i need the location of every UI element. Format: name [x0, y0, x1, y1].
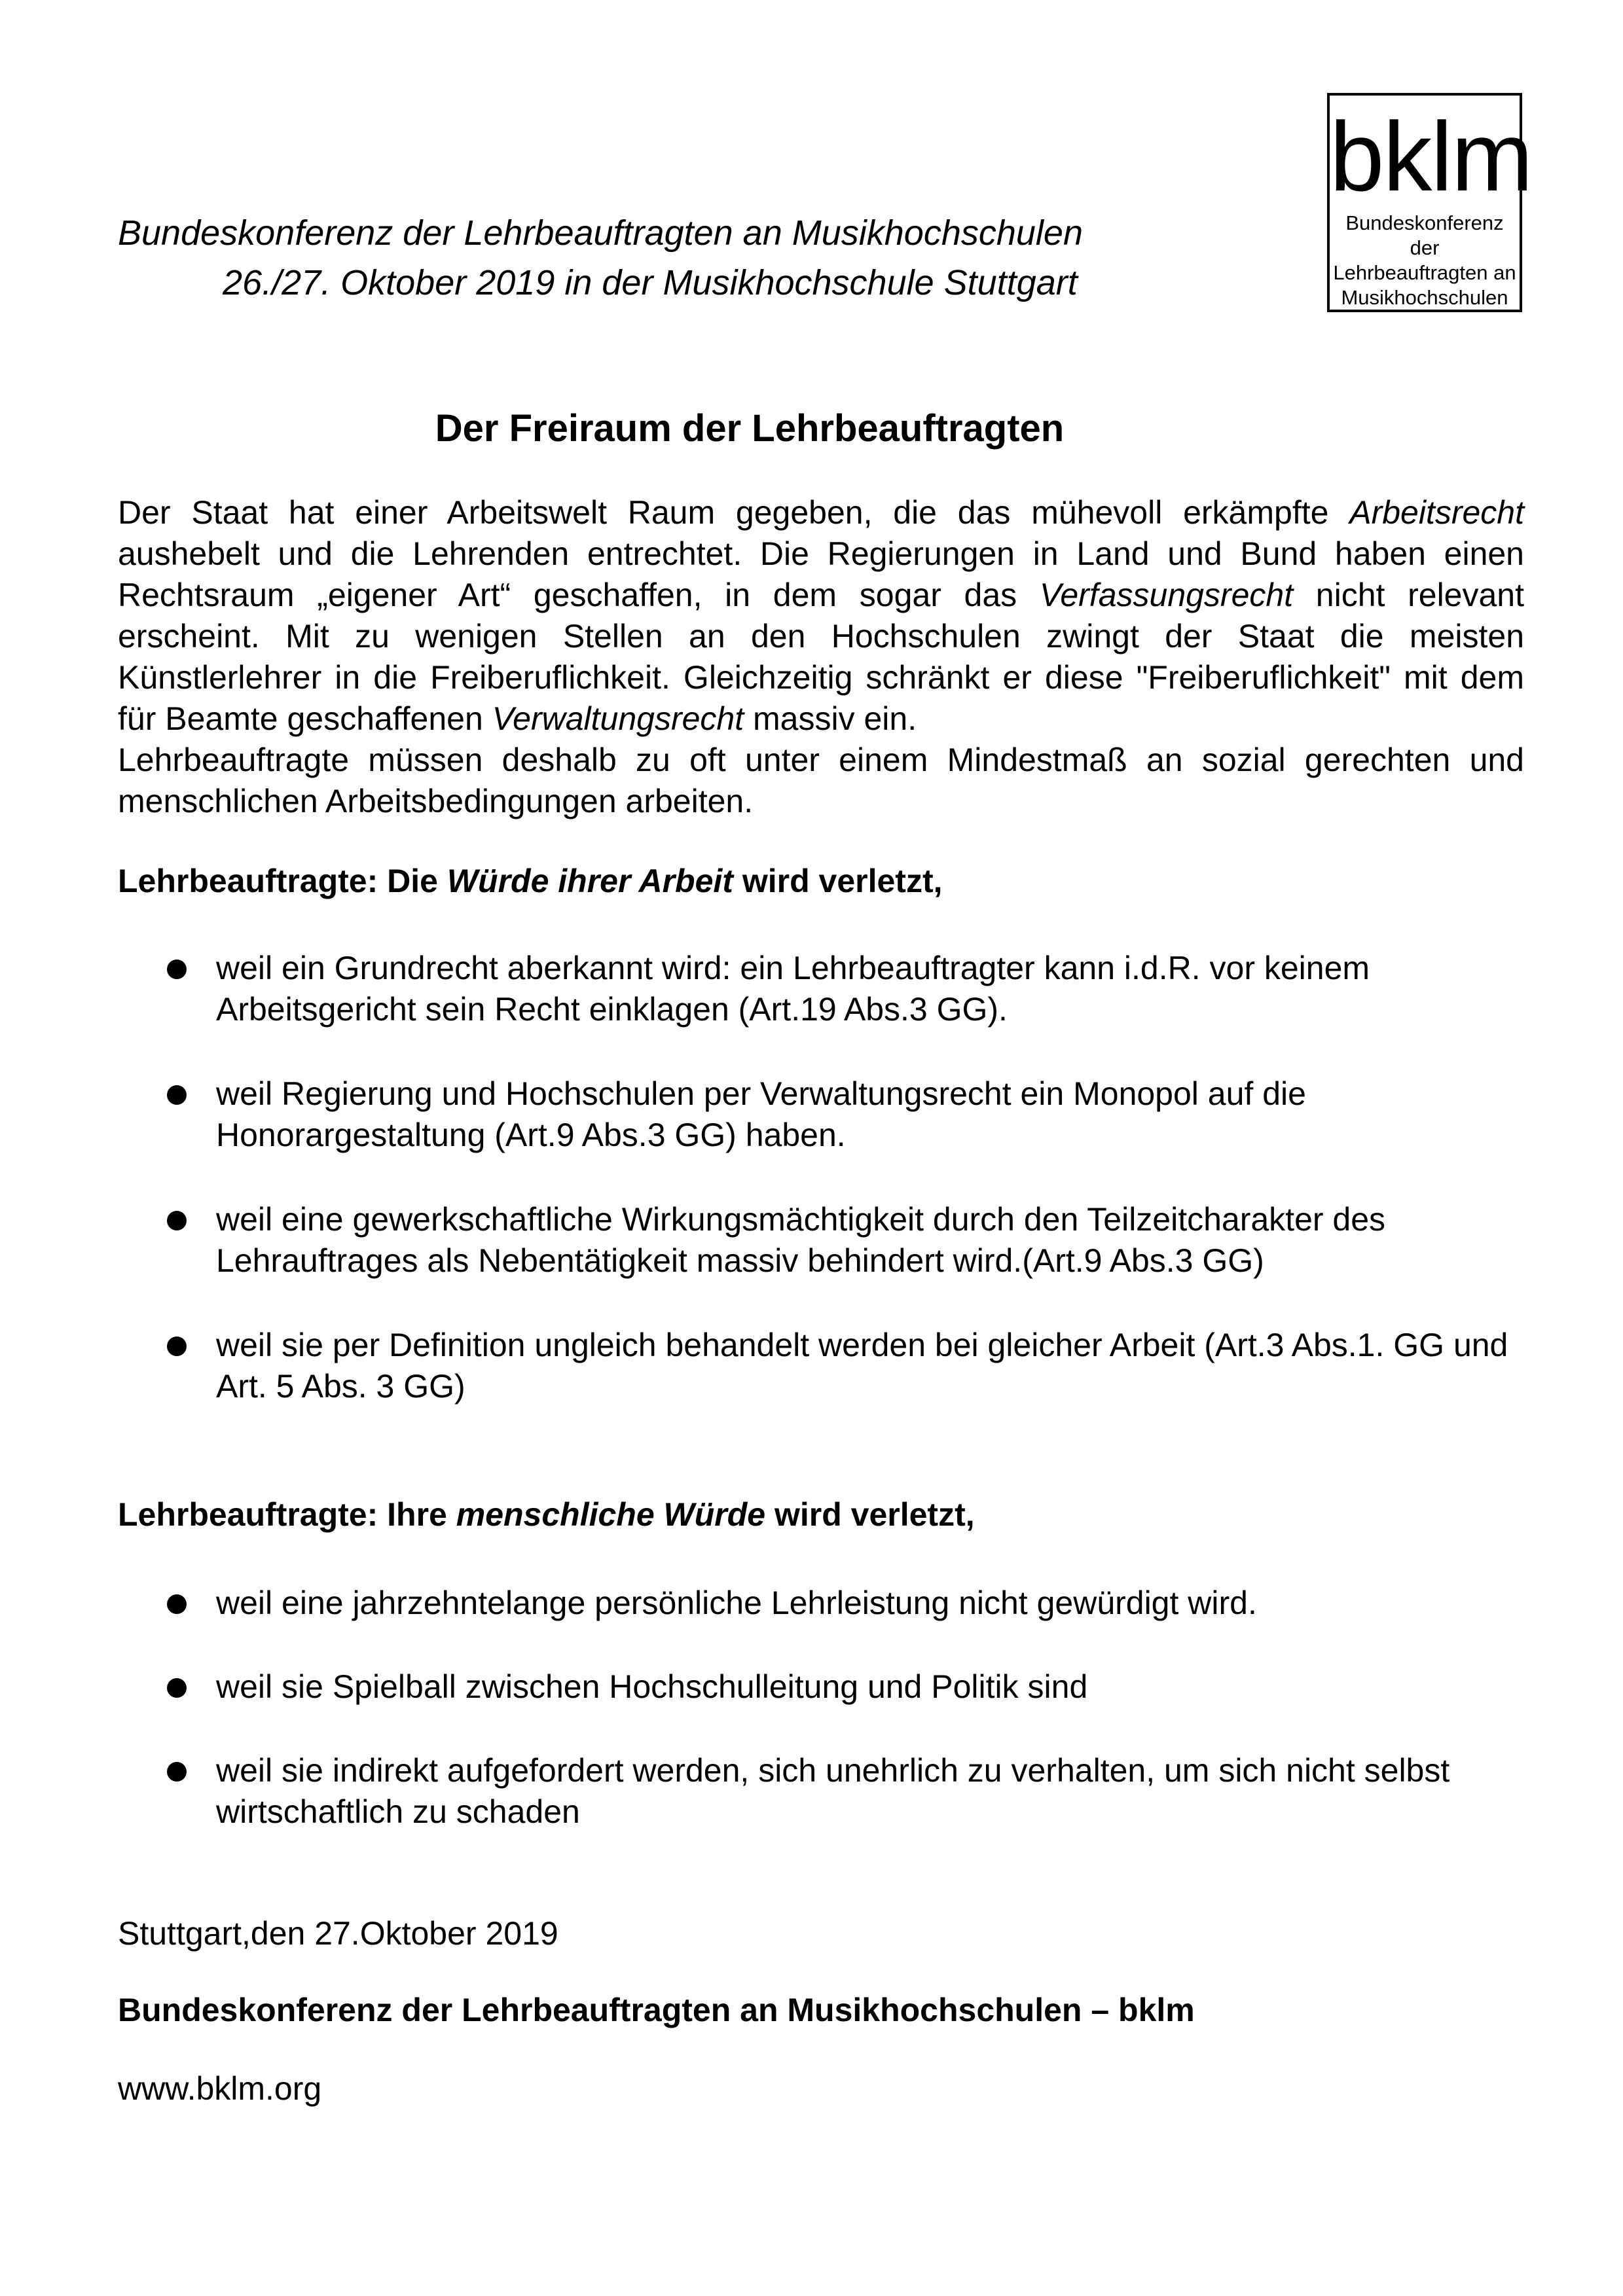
bullet-dot-icon: [167, 1085, 187, 1105]
bullet-dot-icon: [167, 1336, 187, 1356]
bullet-dot-icon: [167, 1678, 187, 1698]
bullet-dot-icon: [167, 1762, 187, 1782]
document-title: Der Freiraum der Lehrbeauftragten: [435, 407, 1065, 450]
list-item-text: weil sie per Definition ungleich behandelt werden bei gleicher Arbeit (Art.3 Abs.1. GG und Art. 5 Abs. 3 GG): [216, 1327, 1508, 1405]
logo-subtitle-line-1: Bundeskonferenz der: [1345, 211, 1504, 259]
heading-emphasis: menschliche Würde: [456, 1496, 766, 1533]
bklm-logo: [1327, 93, 1532, 312]
list-item-text: weil eine jahrzehntelange persönliche Lehrleistung nicht gewürdigt wird.: [216, 1585, 1257, 1621]
heading-text: Lehrbeauftragte: Ihre: [118, 1496, 456, 1533]
intro-emphasis-verfassungsrecht: Verfassungsrecht: [1039, 577, 1294, 613]
intro-paragraph: [118, 492, 1524, 822]
place-and-date: Stuttgart,den 27.Oktober 2019: [118, 1915, 558, 1952]
list-item-text: weil sie Spielball zwischen Hochschulleitung und Politik sind: [216, 1668, 1088, 1705]
website-url: www.bklm.org: [118, 2070, 322, 2107]
heading-text: wird verletzt,: [765, 1496, 975, 1533]
footer-organization: Bundeskonferenz der Lehrbeauftragten an Musikhochschulen – bklm: [118, 1992, 1195, 2028]
heading-text: wird verletzt,: [733, 863, 943, 899]
list-item-text: weil sie indirekt aufgefordert werden, sich unehrlich zu verhalten, um sich nicht selbst wirtschaftlich zu schaden: [216, 1752, 1450, 1830]
logo-subtitle-line-3: Musikhochschulen: [1341, 286, 1508, 309]
conference-header: [118, 208, 1283, 308]
intro-text: massiv ein.: [744, 700, 917, 737]
conference-name: Bundeskonferenz der Lehrbeauftragten an Musikhochschulen: [118, 213, 1083, 253]
intro-text: Der Staat hat einer Arbeitswelt Raum gegeben, die das mühevoll erkämpfte: [118, 494, 1350, 531]
intro-emphasis-arbeitsrecht: Arbeitsrecht: [1349, 494, 1524, 531]
intro-text: Lehrbeauftragte müssen deshalb zu oft unter einem Mindestmaß an sozial gerechten und menschlichen Arbeitsbedingungen arbeiten.: [118, 742, 1524, 819]
logo-subtitle-line-2: Lehrbeauftragten an: [1333, 261, 1516, 284]
heading-emphasis: Würde ihrer Arbeit: [447, 863, 733, 899]
intro-text: aushebelt und die Lehrenden entrechtet. Die Regierungen in Land und Bund haben einen Rechtsraum „eigener Art“ geschaffen, in dem sogar das: [118, 535, 1524, 613]
intro-emphasis-verwaltungsrecht: Verwaltungsrecht: [492, 700, 744, 737]
bullet-dot-icon: [167, 1211, 187, 1230]
section-heading-human-dignity: [118, 1494, 1519, 1535]
logo-wordmark: bklm: [1330, 101, 1532, 211]
heading-text: Lehrbeauftragte: Die: [118, 863, 447, 899]
list-item-text: weil eine gewerkschaftliche Wirkungsmächtigkeit durch den Teilzeitcharakter des Lehrauftrages als Nebentätigkeit massiv behindert wird.(Art.9 Abs.3 GG): [216, 1201, 1386, 1279]
bullet-dot-icon: [167, 960, 187, 979]
list-item-text: weil Regierung und Hochschulen per Verwaltungsrecht ein Monopol auf die Honorargestaltung (Art.9 Abs.3 GG) haben.: [216, 1075, 1306, 1153]
list-item-text: weil ein Grundrecht aberkannt wird: ein Lehrbeauftragter kann i.d.R. vor keinem Arbeitsgericht sein Recht einklagen (Art.19 Abs.3 GG).: [216, 950, 1370, 1028]
intro-text: nicht relevant erscheint. Mit zu wenigen Stellen an den Hochschulen zwingt der Staat die meisten Künstlerlehrer in die Freiberuflichkeit. Gleichzeitig schränkt er diese "Freiberuflichkeit" mit dem für Beamte geschaffenen: [118, 577, 1524, 737]
bullet-dot-icon: [167, 1594, 187, 1614]
conference-date-location: 26./27. Oktober 2019 in der Musikhochschule Stuttgart: [223, 263, 1078, 302]
section-heading-work-dignity: [118, 861, 1519, 902]
